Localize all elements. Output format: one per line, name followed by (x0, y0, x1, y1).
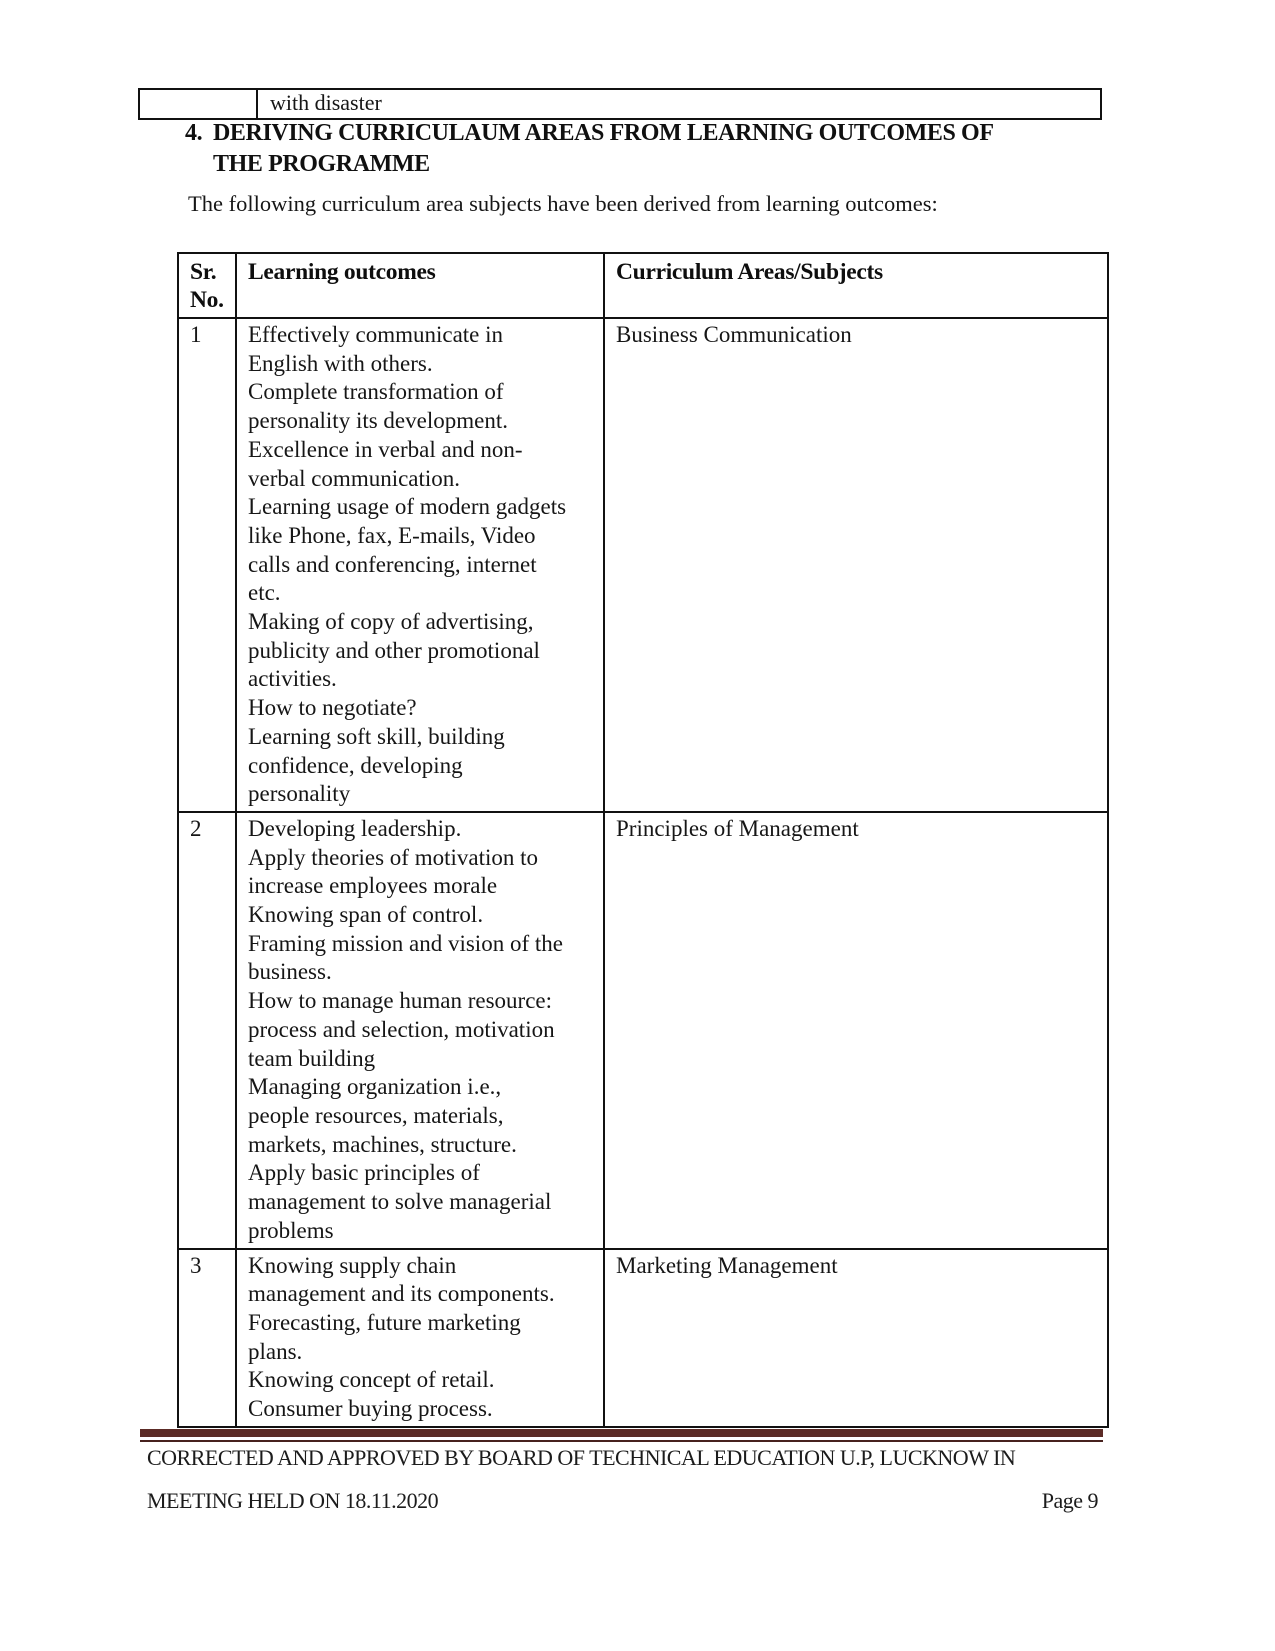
header-curriculum-areas: Curriculum Areas/Subjects (604, 253, 1108, 318)
outcome-line: Learning usage of modern gadgets (248, 494, 567, 520)
header-sr-line2: No. (190, 287, 224, 313)
footer-second-line (147, 1487, 1098, 1515)
footer-rule (140, 1429, 1103, 1442)
outcome-line: people resources, materials, (248, 1102, 504, 1128)
outcome-line: activities. (248, 666, 337, 692)
learning-outcomes-cell (236, 318, 604, 812)
footer-meeting-text: MEETING HELD ON 18.11.2020 (147, 1488, 439, 1513)
outcome-line: confidence, developing (248, 752, 463, 778)
outcome-line: process and selection, motivation (248, 1016, 555, 1042)
table-row (178, 812, 1108, 1249)
outcome-line: increase employees morale (248, 873, 498, 899)
outcome-line: markets, machines, structure. (248, 1131, 517, 1157)
footer-rule-thick-line (140, 1429, 1103, 1437)
outcome-line: Knowing concept of retail. (248, 1367, 495, 1393)
page-footer (147, 1444, 1098, 1515)
footer-rule-thin-line (140, 1440, 1103, 1442)
sr-no-cell: 3 (178, 1249, 236, 1427)
outcome-line: like Phone, fax, E-mails, Video (248, 522, 536, 548)
outcome-line: verbal communication. (248, 465, 461, 491)
outcome-line: Forecasting, future marketing (248, 1309, 521, 1335)
page-number: Page 9 (1041, 1488, 1098, 1513)
learning-outcomes-cell (236, 1249, 604, 1427)
outcome-line: How to negotiate? (248, 695, 417, 721)
outcome-line: Excellence in verbal and non- (248, 436, 523, 462)
outcome-line: Making of copy of advertising, (248, 609, 534, 635)
table-row (178, 1249, 1108, 1427)
continuation-text-cell: with disaster (257, 89, 1101, 119)
continuation-table (138, 88, 1102, 120)
outcome-line: English with others. (248, 350, 433, 376)
outcome-line: Apply basic principles of (248, 1160, 480, 1186)
continuation-row (139, 89, 1101, 119)
header-learning-outcomes: Learning outcomes (236, 253, 604, 318)
curriculum-subject-cell: Marketing Management (604, 1249, 1108, 1427)
curriculum-subject-cell: Principles of Management (604, 812, 1108, 1249)
outcome-line: Knowing span of control. (248, 902, 484, 928)
outcome-line: Knowing supply chain (248, 1252, 457, 1278)
learning-outcomes-cell (236, 812, 604, 1249)
footer-approval-text: CORRECTED AND APPROVED BY BOARD OF TECHNICAL EDUCATION U.P, LUCKNOW IN (147, 1445, 1016, 1470)
outcome-line: plans. (248, 1338, 303, 1364)
curriculum-subject-cell: Business Communication (604, 318, 1108, 812)
outcome-line: team building (248, 1045, 376, 1071)
outcome-line: problems (248, 1217, 334, 1243)
outcome-line: personality its development. (248, 408, 508, 434)
outcome-line: Managing organization i.e., (248, 1074, 502, 1100)
sr-no-cell: 1 (178, 318, 236, 812)
header-sr-line1: Sr. (190, 259, 217, 285)
outcome-line: publicity and other promotional (248, 637, 540, 663)
continuation-empty-cell (139, 89, 257, 119)
outcome-line: business. (248, 959, 332, 985)
outcome-line: Consumer buying process. (248, 1396, 493, 1422)
outcome-line: Framing mission and vision of the (248, 930, 563, 956)
section-heading-line1: DERIVING CURRICULAUM AREAS FROM LEARNING OUTCOMES OF (213, 120, 994, 146)
outcome-line: management and its components. (248, 1281, 555, 1307)
curriculum-table (177, 252, 1109, 1428)
intro-paragraph: The following curriculum area subjects have been derived from learning outcomes: (188, 191, 938, 216)
outcome-line: etc. (248, 580, 281, 606)
table-row (178, 318, 1108, 812)
section-heading-text (213, 118, 994, 180)
outcome-line: Apply theories of motivation to (248, 844, 539, 870)
outcome-line: Learning soft skill, building (248, 723, 505, 749)
section-heading-line2: THE PROGRAMME (213, 151, 430, 177)
outcome-line: How to manage human resource: (248, 988, 553, 1014)
outcome-line: Effectively communicate in (248, 322, 504, 347)
outcome-line: Complete transformation of (248, 379, 504, 405)
header-sr-no (178, 253, 236, 318)
section-heading (185, 118, 994, 180)
section-number: 4. (185, 120, 203, 146)
table-header-row (178, 253, 1108, 318)
sr-no-cell: 2 (178, 812, 236, 1249)
outcome-line: management to solve managerial (248, 1189, 552, 1215)
outcome-line: personality (248, 781, 351, 807)
outcome-line: Developing leadership. (248, 815, 462, 841)
outcome-line: calls and conferencing, internet (248, 551, 537, 577)
